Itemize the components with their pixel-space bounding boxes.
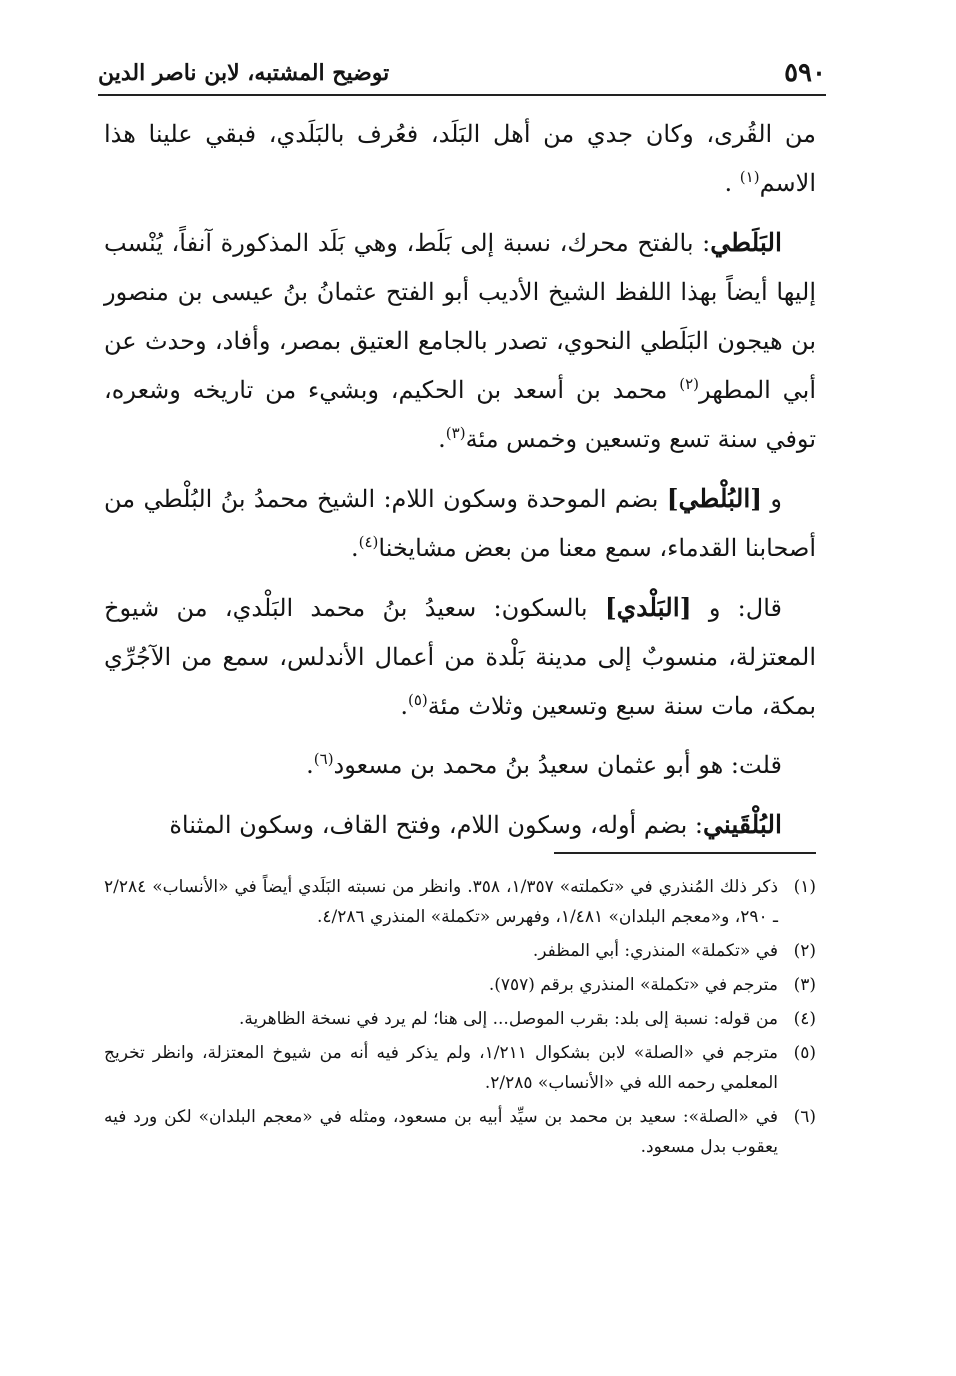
footnote-ref-5: (٥) [408,691,428,709]
paragraph-qultu: قلت: هو أبو عثمان سعيدُ بنُ محمد بن مسعود$^{(٦)}$. [306,750,782,779]
footnote-number: (٥) [793,1043,816,1063]
footnote-text: مترجم في «تكملة» المنذري برقم (٧٥٧). [488,975,778,995]
entry-heading: [البَلْدي] [604,593,692,622]
page-number: ٥٩٠ [784,58,826,88]
footnote-ref-6: (٦) [313,750,334,768]
footnote-number: (٦) [793,1107,816,1127]
footnote-ref-4: (٤) [358,533,379,551]
entry-baldi: قال: و [البَلْدي] بالسكون: سعيدُ بنُ محمد البَلْدي، من شيوخ المعتزلة، منسوبٌ إلى مدينة بَلْدة من أعمال الأندلس، سمع من الآجُرِّي بمكة، مات سنة سبع وتسعين وثلاث مئة$^{(٥)}$. [104,593,816,720]
entry-balati: البَلَطي: بالفتح محرك، نسبة إلى بَلَط، وهي بَلَد المذكورة آنفاً، يُنْسب إليها أيضاً بهذا اللفظ الشيخ الأديب أبو الفتح عثمانُ بنُ عيسى بن منصور بن هيجون البَلَطي النحوي، تصدر بالجامع العتيق بمصر، وأفاد، وحدث عن أبي المطهر$^{(٢)}$ محمد بن أسعد بن الحكيم، وبشيء من تاريخه وشعره، توفي سنة تسع وتسعين وخمس مئة$^{(٣)}$. [104,228,817,453]
entry-heading: [البُلْطي] [666,484,763,513]
entry-heading: البَلَطي [710,228,782,257]
page-header [98,50,826,96]
footnote [104,872,816,932]
entry-bulti: و [البُلْطي] بضم الموحدة وسكون اللام: الشيخ محمدُ بنُ البُلْطي من أصحابنا القدماء، سمع معنا من بعض مشايخنا$^{(٤)}$. [104,484,816,562]
footnote-text: من قوله: نسبة إلى بلد: بقرب الموصل... إلى هنا؛ لم يرد في نسخة الظاهرية. [238,1009,778,1029]
footnote [104,1004,816,1034]
entry-heading: البُلْقَيني [703,810,782,839]
footnote-text: مترجم في «الصلة» لابن بشكوال ١/٢١١، ولم يذكر فيه أنه من شيوخ المعتزلة، وانظر تخريج المعلمي رحمه الله في «الأنساب» ٢/٢٨٥. [104,1043,779,1093]
footnote-text: في «تكملة» المنذري: أبي المظفر. [532,941,778,961]
footnote-text: في «الصلة»: سعيد بن محمد بن سيِّد أبيه بن مسعود، ومثله في «معجم البلدان» لكن ورد فيه يعقوب بدل مسعود. [104,1107,778,1157]
entry-bulqini: البُلْقَيني: بضم أوله، وسكون اللام، وفتح القاف، وسكون المثناة [169,810,782,839]
main-text [104,110,816,860]
footnote [104,1038,816,1098]
paragraph-1: من القُرى، وكان جدي من أهل البَلَد، فعُرف بالبَلَدي، فبقي علينا هذا الاسم$^{(١)}$ . [104,120,816,197]
footnote-text: ذكر ذلك المُنذري في «تكملته» ١/٣٥٧، ٣٥٨. وانظر من نسبته البَلَدي أيضاً في «الأنساب» ٢/٢٨٤ ـ ٢٩٠، و«معجم البلدان» ١/٤٨١، وفهرس «تكملة» المنذري ٤/٢٨٦. [104,877,779,927]
footnote [104,1102,816,1162]
footnote [104,936,816,966]
footnote-number: (٢) [793,941,816,961]
running-title: توضيح المشتبه، لابن ناصر الدين [98,60,390,86]
footnote-number: (١) [793,877,816,897]
footnotes [104,872,816,1166]
footnote-number: (٤) [793,1009,816,1029]
footnote-separator [554,852,816,854]
footnote [104,970,816,1000]
footnote-ref-3: (٣) [445,424,466,442]
footnote-ref-1: (١) [739,168,760,186]
footnote-number: (٣) [793,975,816,995]
footnote-ref-2: (٢) [679,375,699,393]
